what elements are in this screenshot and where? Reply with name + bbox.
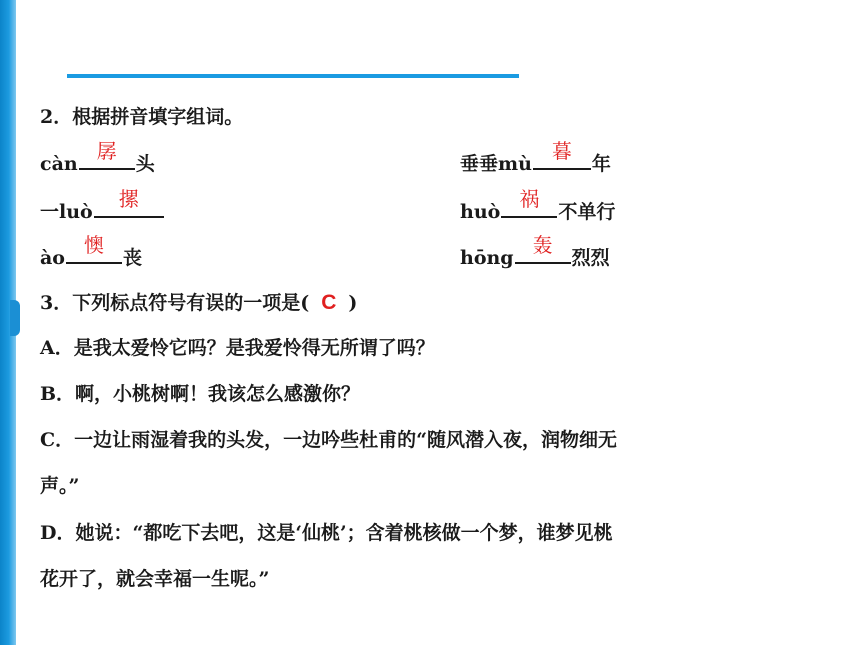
title-underline (67, 74, 519, 78)
answer-char: 暮 (551, 139, 572, 163)
suffix: 头 (135, 153, 155, 175)
q2-item-6 (460, 233, 610, 271)
answer-blank (66, 233, 122, 264)
answer-char: 懊 (83, 233, 104, 257)
q2-title: 2．根据拼音填字组词。 (40, 106, 244, 128)
answer-blank (94, 187, 164, 218)
pinyin: 一luò (40, 201, 93, 223)
q2-item-1 (40, 139, 155, 177)
suffix: 烈烈 (571, 247, 610, 269)
q2-item-4 (460, 187, 616, 225)
option-b: B．啊，小桃树啊！我该怎么感激你？ (40, 383, 361, 405)
answer-blank (501, 187, 557, 218)
answer-blank (533, 139, 591, 170)
option-c-line2: 声。” (40, 475, 80, 497)
option-a: A．是我太爱怜它吗？是我爱怜得无所谓了吗？ (40, 337, 435, 359)
answer-char: 祸 (519, 187, 540, 211)
q2-item-2 (460, 139, 611, 177)
left-bar-notch (10, 300, 20, 336)
q2-item-3 (40, 187, 165, 225)
pinyin: 垂垂mù (460, 153, 532, 175)
answer-char: 摞 (118, 187, 139, 211)
q3-stem-text: 3．下列标点符号有误的一项是( (40, 292, 310, 314)
q3-answer: C (321, 291, 337, 314)
suffix: 不单行 (558, 201, 616, 223)
answer-char: 孱 (96, 139, 117, 163)
option-d-line1: D．她说：“都吃下去吧，这是‘仙桃’；含着桃核做一个梦，谁梦见桃 (40, 522, 613, 544)
pinyin: càn (40, 153, 78, 175)
q2-item-5 (40, 233, 142, 271)
suffix: 丧 (122, 247, 142, 269)
pinyin: huò (460, 201, 501, 223)
answer-blank (515, 233, 571, 264)
pinyin: hōng (460, 247, 514, 269)
q3-stem (40, 290, 357, 316)
pinyin: ào (40, 247, 65, 269)
answer-char: 轰 (532, 233, 553, 257)
suffix: 年 (591, 153, 611, 175)
option-c-line1: C．一边让雨湿着我的头发，一边吟些杜甫的“随风潜入夜，润物细无 (40, 429, 618, 451)
answer-blank (79, 139, 135, 170)
q3-stem-close: ) (348, 292, 358, 314)
option-d-line2: 花开了，就会幸福一生呢。” (40, 568, 270, 590)
